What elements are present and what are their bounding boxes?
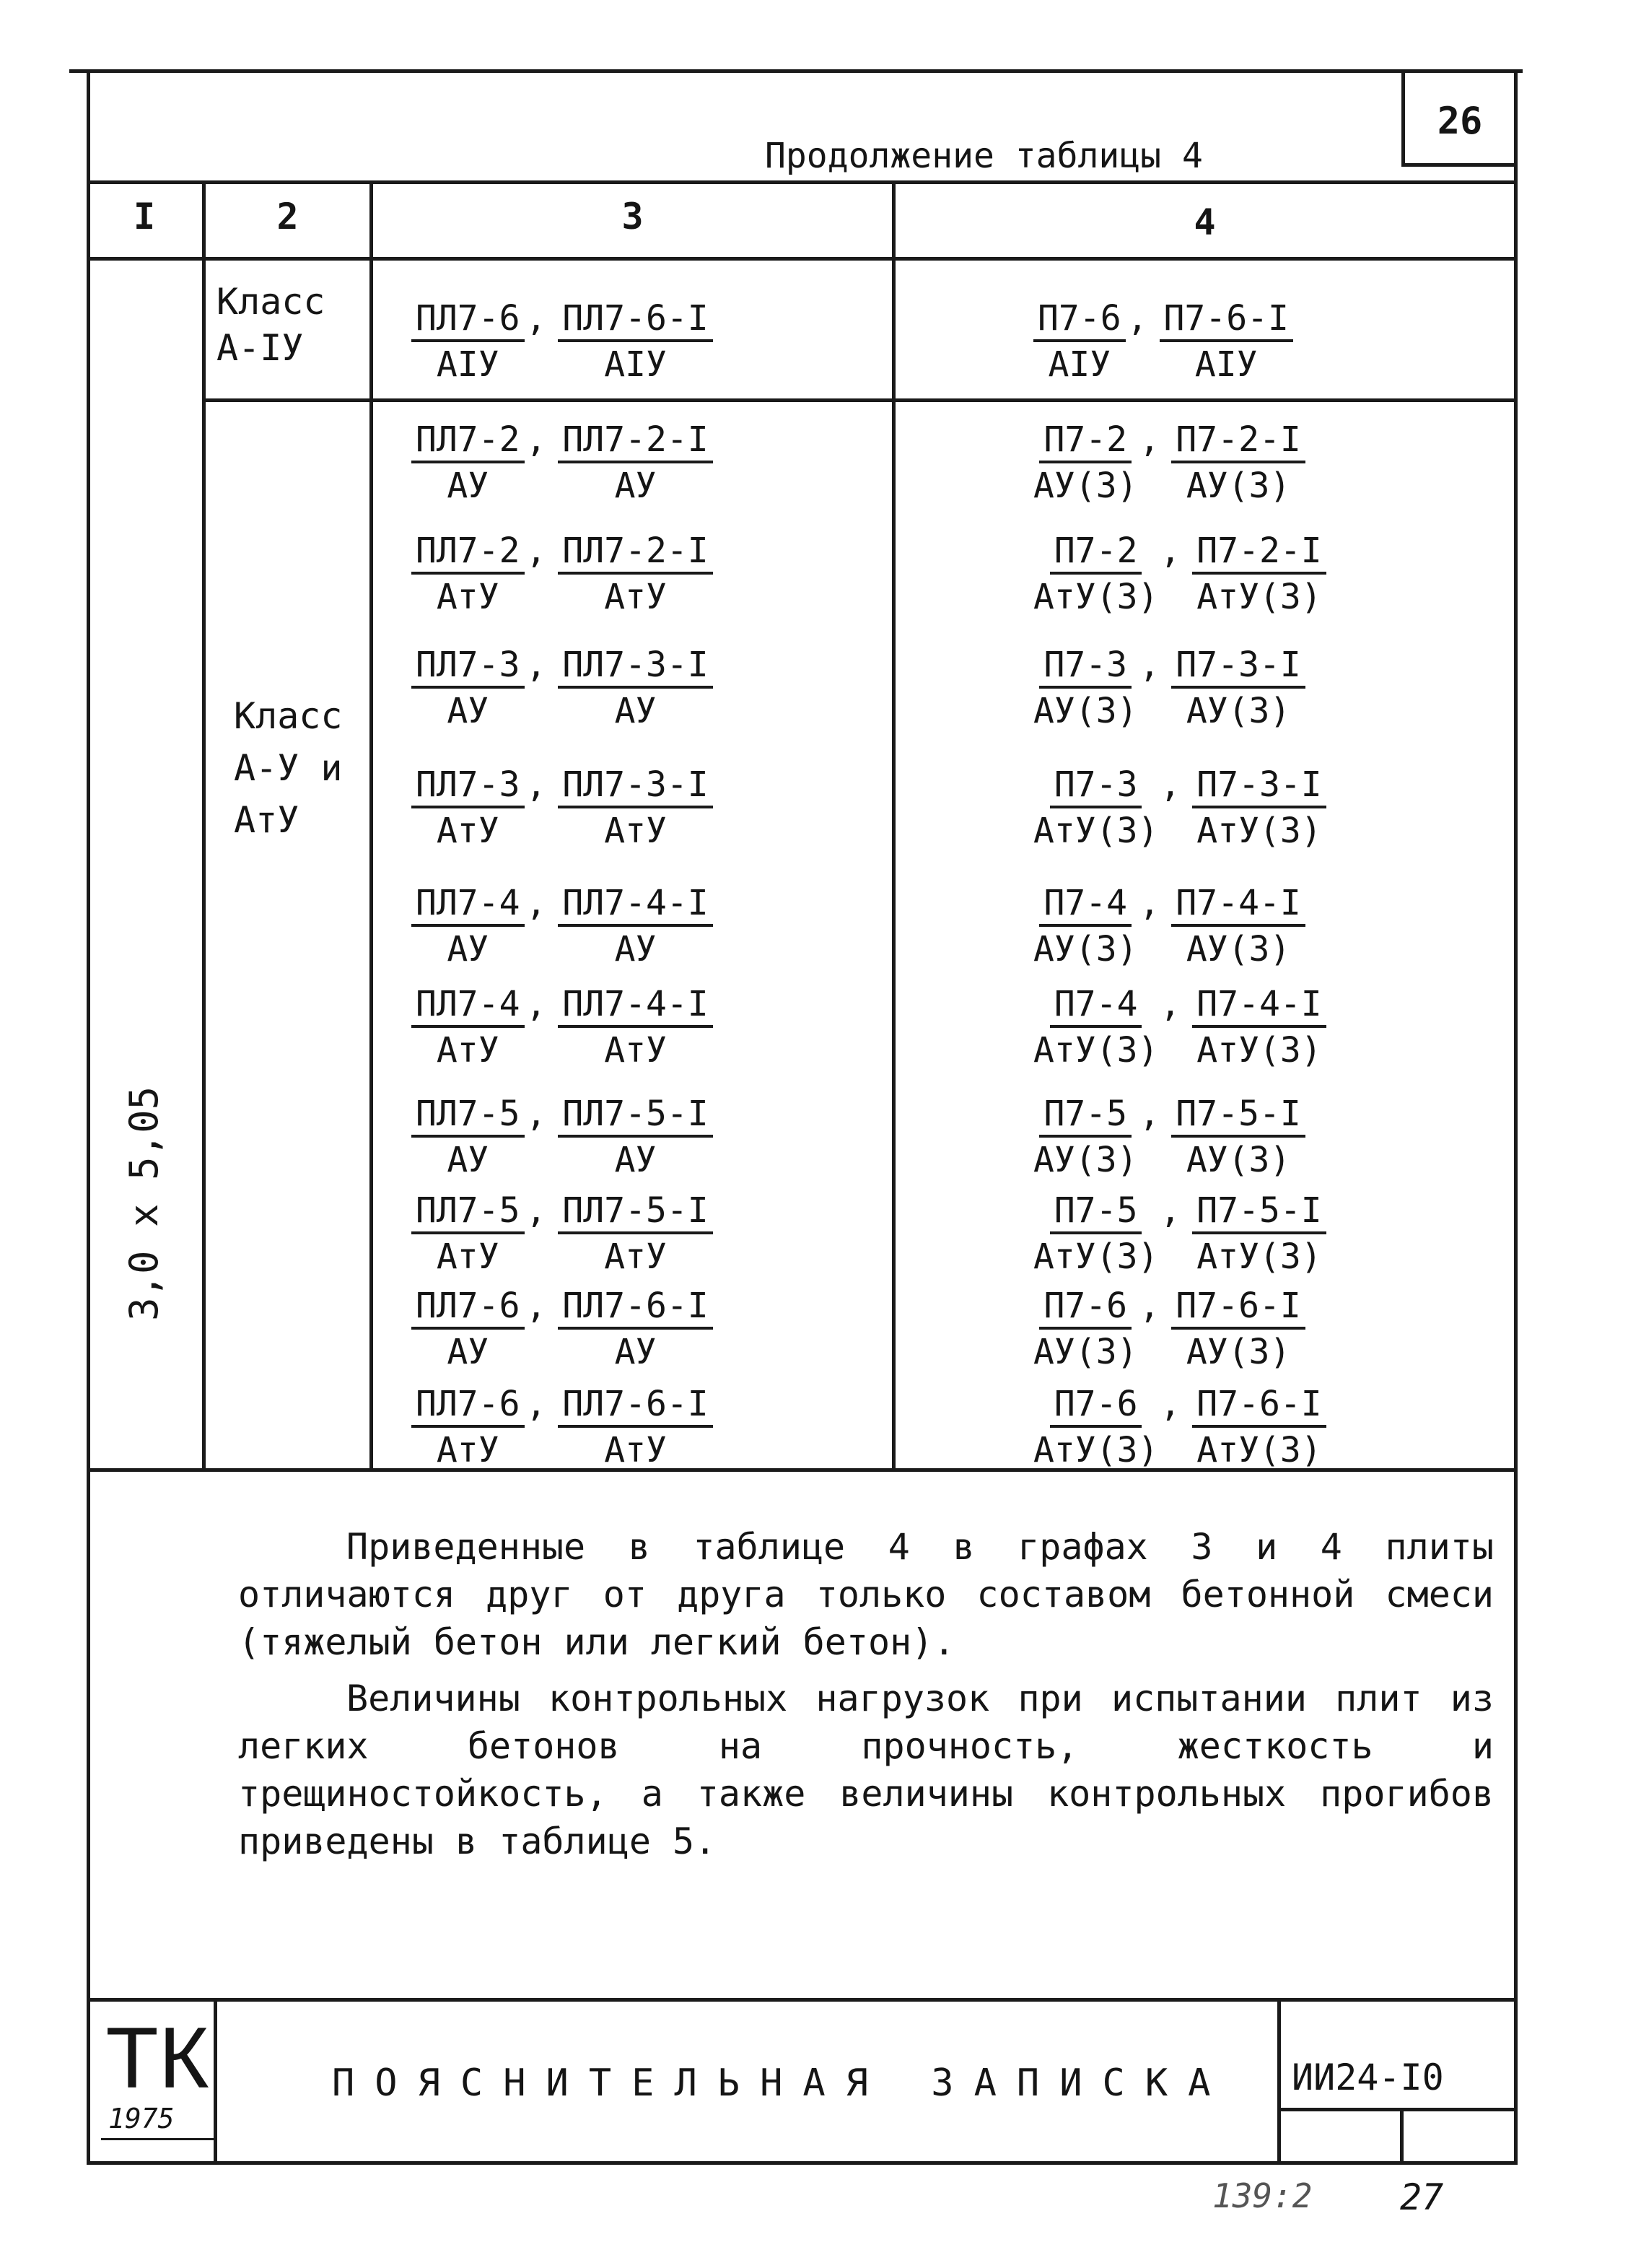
fraction-denominator: АтУ <box>604 577 667 617</box>
fraction-numerator: П7-3-I <box>1192 764 1326 808</box>
fraction-denominator: АУ <box>447 466 489 506</box>
frame-bottom <box>87 2161 1518 2165</box>
fraction <box>1033 983 1158 1073</box>
fraction-denominator: АтУ(3) <box>1196 811 1322 851</box>
header-col-4: 4 <box>1194 201 1216 243</box>
fraction-numerator: ПЛ7-4-I <box>558 882 712 927</box>
fraction-numerator: П7-5-I <box>1192 1190 1326 1234</box>
fraction-denominator: АУ <box>447 1140 489 1180</box>
fraction <box>1192 983 1326 1073</box>
fraction-denominator: АтУ <box>436 1030 499 1070</box>
fraction-numerator: П7-2 <box>1039 419 1132 463</box>
fraction <box>558 297 712 387</box>
fraction-numerator: ПЛ7-6-I <box>558 1285 712 1330</box>
header-col-2: 2 <box>276 196 299 237</box>
fraction-numerator: П7-6-I <box>1160 297 1293 342</box>
fraction-cell-c4 <box>1033 1383 1326 1473</box>
fraction-cell-c3 <box>411 1285 713 1374</box>
fraction <box>411 983 525 1073</box>
fraction-denominator: АУ <box>614 929 657 969</box>
comma-separator: , <box>1139 645 1160 685</box>
comma-separator: , <box>525 298 547 339</box>
fraction <box>411 644 525 733</box>
fraction-denominator: АУ(3) <box>1033 466 1138 506</box>
stamp-logo: ТК <box>105 2010 209 2106</box>
fraction-numerator: ПЛ7-5-I <box>558 1093 712 1138</box>
fraction-numerator: ПЛ7-4-I <box>558 983 712 1028</box>
fraction-numerator: П7-4-I <box>1192 983 1326 1028</box>
fraction-numerator: П7-4 <box>1039 882 1132 927</box>
fraction <box>411 297 525 387</box>
comma-separator: , <box>525 1384 547 1424</box>
fraction-cell-c4 <box>1033 882 1305 972</box>
fraction <box>411 419 525 508</box>
fraction <box>411 1383 525 1473</box>
fraction-numerator: П7-3 <box>1050 764 1142 808</box>
stamp-title: ПОЯСНИТЕЛЬНАЯ ЗАПИСКА <box>332 2062 1231 2105</box>
fraction-cell-c4 <box>1033 983 1326 1073</box>
note-block <box>238 1523 1494 1865</box>
fraction-denominator: АУ <box>447 691 489 731</box>
fraction-denominator: АУ(3) <box>1186 691 1291 731</box>
fraction-cell-c4 <box>1033 764 1326 853</box>
fraction <box>1192 1383 1326 1473</box>
fraction <box>411 882 525 972</box>
stamp-code-underline <box>1277 2108 1518 2111</box>
fraction-cell-c3 <box>411 1383 713 1473</box>
fraction-numerator: ПЛ7-2-I <box>558 530 712 575</box>
comma-separator: , <box>1160 764 1181 805</box>
fraction-numerator: ПЛ7-2 <box>411 419 525 463</box>
fraction-denominator: АтУ(3) <box>1033 1030 1159 1070</box>
fraction-cell-c3 <box>411 983 713 1073</box>
first-row-bottom-line <box>202 398 1518 402</box>
fraction-denominator: АтУ <box>604 811 667 851</box>
comma-separator: , <box>525 531 547 571</box>
fraction-cell-c4 <box>1033 1093 1305 1182</box>
frame-top <box>69 69 1523 73</box>
fraction-denominator: АУ <box>614 1332 657 1372</box>
fraction-denominator: АУ <box>614 1140 657 1180</box>
stamp-code-divider <box>1277 1998 1281 2164</box>
comma-separator: , <box>525 984 547 1024</box>
page-box-left <box>1401 69 1405 166</box>
fraction-numerator: ПЛ7-6-I <box>558 1383 712 1428</box>
fraction <box>558 419 712 508</box>
fraction-cell-c3 <box>411 419 713 508</box>
comma-separator: , <box>1139 1094 1160 1134</box>
fraction <box>558 1093 712 1182</box>
fraction-numerator: П7-6 <box>1039 1285 1132 1330</box>
fraction-numerator: П7-5-I <box>1171 1093 1305 1138</box>
fraction-numerator: ПЛ7-2 <box>411 530 525 575</box>
fraction-numerator: П7-2-I <box>1171 419 1305 463</box>
fraction-denominator: АIУ <box>1048 344 1111 385</box>
fraction-denominator: АтУ <box>436 811 499 851</box>
fraction <box>1033 1285 1138 1374</box>
footer-mark-left: 139:2 <box>1212 2176 1313 2215</box>
fraction-numerator: ПЛ7-3 <box>411 764 525 808</box>
stamp-top-line <box>87 1998 1518 2002</box>
fraction <box>1033 764 1158 853</box>
fraction-denominator: АУ(3) <box>1186 466 1291 506</box>
fraction-numerator: ПЛ7-4 <box>411 882 525 927</box>
comma-separator: , <box>1160 531 1181 571</box>
note-paragraph-2: Величины контрольных нагрузок при испытании плит из легких бетонов на прочность, жесткость и трещиностойкость, а также величины контрольных прогибов приведены в таблице 5. <box>238 1678 1494 1862</box>
comma-separator: , <box>525 883 547 923</box>
comma-separator: , <box>525 1094 547 1134</box>
fraction-denominator: АIУ <box>604 344 667 385</box>
fraction <box>411 530 525 619</box>
fraction-denominator: АУ(3) <box>1033 1332 1138 1372</box>
fraction-denominator: АУ(3) <box>1033 691 1138 731</box>
fraction-numerator: П7-5 <box>1050 1190 1142 1234</box>
fraction-denominator: АтУ(3) <box>1033 1237 1159 1277</box>
fraction-denominator: АтУ(3) <box>1196 1237 1322 1277</box>
col2-divider <box>369 180 373 1471</box>
fraction-cell-c4 <box>1033 530 1326 619</box>
fraction-cell-c3 <box>411 764 713 853</box>
stamp-code: ИИ24-I0 <box>1292 2057 1444 2098</box>
col1-divider <box>202 180 206 1471</box>
fraction-numerator: ПЛ7-3 <box>411 644 525 689</box>
fraction-cell-c3 <box>411 1190 713 1279</box>
fraction-denominator: АУ <box>447 1332 489 1372</box>
page-number: 26 <box>1437 100 1483 143</box>
class-label-a4: Класс А-IУ <box>216 281 325 369</box>
table-caption: Продолжение таблицы 4 <box>765 136 1203 176</box>
fraction-numerator: ПЛ7-3-I <box>558 764 712 808</box>
fraction-numerator: ПЛ7-2-I <box>558 419 712 463</box>
header-bottom-line <box>87 257 1518 261</box>
fraction-numerator: ПЛ7-4 <box>411 983 525 1028</box>
fraction-numerator: П7-2 <box>1050 530 1142 575</box>
fraction <box>411 1190 525 1279</box>
fraction-denominator: АУ(3) <box>1186 929 1291 969</box>
fraction-cell-c3 <box>411 644 713 733</box>
fraction-numerator: П7-3-I <box>1171 644 1305 689</box>
fraction <box>558 983 712 1073</box>
fraction <box>1033 1093 1138 1182</box>
fraction-denominator: АтУ <box>604 1430 667 1470</box>
fraction <box>411 1093 525 1182</box>
fraction-cell-c4 <box>1033 1190 1326 1279</box>
fraction-numerator: П7-4 <box>1050 983 1142 1028</box>
comma-separator: , <box>525 1190 547 1231</box>
fraction <box>1171 882 1305 972</box>
comma-separator: , <box>1160 1190 1181 1231</box>
fraction <box>1033 882 1138 972</box>
fraction-numerator: П7-6-I <box>1192 1383 1326 1428</box>
fraction-denominator: АтУ <box>436 1430 499 1470</box>
fraction-denominator: АтУ(3) <box>1196 1430 1322 1470</box>
fraction <box>411 764 525 853</box>
fraction <box>1160 297 1293 387</box>
fraction-denominator: АтУ <box>436 577 499 617</box>
fraction-denominator: АтУ <box>604 1030 667 1070</box>
fraction-numerator: ПЛ7-5-I <box>558 1190 712 1234</box>
fraction <box>558 1190 712 1279</box>
fraction <box>558 1285 712 1374</box>
fraction-denominator: АУ <box>614 466 657 506</box>
frame-right <box>1514 69 1518 2163</box>
fraction-denominator: АтУ <box>604 1237 667 1277</box>
logo-box-bottom <box>101 2138 216 2140</box>
fraction <box>1033 419 1138 508</box>
comma-separator: , <box>1160 984 1181 1024</box>
fraction-cell-c3 <box>411 882 713 972</box>
fraction-cell-c4 <box>1033 419 1305 508</box>
note-paragraph-1: Приведенные в таблице 4 в графах 3 и 4 плиты отличаются друг от друга только составом бетонной смеси (тяжелый бетон или легкий бетон). <box>238 1526 1494 1663</box>
fraction-numerator: П7-4-I <box>1171 882 1305 927</box>
fraction-denominator: АIУ <box>436 344 499 385</box>
header-col-1: I <box>133 196 156 237</box>
comma-separator: , <box>1139 1286 1160 1326</box>
fraction <box>1171 644 1305 733</box>
fraction-numerator: ПЛ7-6-I <box>558 297 712 342</box>
comma-separator: , <box>525 764 547 805</box>
fraction-numerator: П7-6-I <box>1171 1285 1305 1330</box>
fraction <box>1033 1383 1158 1473</box>
fraction-cell-c3 <box>411 530 713 619</box>
stamp-year: 1975 <box>108 2103 175 2134</box>
fraction-numerator: ПЛ7-3-I <box>558 644 712 689</box>
fraction <box>1033 644 1138 733</box>
fraction-cell-c3 <box>411 1093 713 1182</box>
fraction-denominator: АтУ(3) <box>1196 1030 1322 1070</box>
page-box-bottom <box>1401 163 1518 167</box>
comma-separator: , <box>525 419 547 460</box>
comma-separator: , <box>525 645 547 685</box>
fraction-denominator: АУ(3) <box>1186 1140 1291 1180</box>
comma-separator: , <box>1160 1384 1181 1424</box>
col3-divider <box>892 180 896 1471</box>
fraction-numerator: П7-2-I <box>1192 530 1326 575</box>
fraction-denominator: АУ(3) <box>1033 929 1138 969</box>
fraction <box>558 530 712 619</box>
fraction <box>1033 530 1158 619</box>
fraction-numerator: П7-6 <box>1033 297 1126 342</box>
fraction-numerator: ПЛ7-6 <box>411 1383 525 1428</box>
fraction-numerator: ПЛ7-5 <box>411 1093 525 1138</box>
fraction <box>411 1285 525 1374</box>
fraction-cell-c4 <box>1033 644 1305 733</box>
fraction-numerator: ПЛ7-6 <box>411 1285 525 1330</box>
stamp-small-divider <box>1400 2108 1404 2164</box>
fraction <box>558 1383 712 1473</box>
fraction-numerator: П7-5 <box>1039 1093 1132 1138</box>
fraction <box>1192 530 1326 619</box>
comma-separator: , <box>1139 419 1160 460</box>
frame-left <box>87 69 90 2163</box>
fraction-denominator: АтУ <box>436 1237 499 1277</box>
fraction-denominator: АтУ(3) <box>1196 577 1322 617</box>
fraction <box>1171 1093 1305 1182</box>
fraction-denominator: АУ <box>614 691 657 731</box>
fraction <box>558 882 712 972</box>
footer-mark-right: 27 <box>1400 2176 1444 2218</box>
fraction <box>1171 419 1305 508</box>
comma-separator: , <box>525 1286 547 1326</box>
fraction-denominator: АтУ(3) <box>1033 577 1159 617</box>
dimension-label: 3,0 x 5,05 <box>121 1086 167 1321</box>
fraction-denominator: АУ(3) <box>1186 1332 1291 1372</box>
fraction-numerator: П7-3 <box>1039 644 1132 689</box>
fraction-denominator: АУ(3) <box>1033 1140 1138 1180</box>
fraction-cell-c3 <box>411 297 713 387</box>
comma-separator: , <box>1139 883 1160 923</box>
fraction <box>1192 1190 1326 1279</box>
fraction <box>1192 764 1326 853</box>
table-top-line <box>87 180 1518 184</box>
fraction <box>558 644 712 733</box>
fraction <box>558 764 712 853</box>
fraction-cell-c4 <box>1033 1285 1305 1374</box>
comma-separator: , <box>1126 298 1148 339</box>
fraction-denominator: АIУ <box>1194 344 1258 385</box>
class-label-a5: Класс А-У и АтУ <box>234 695 343 841</box>
fraction-numerator: ПЛ7-5 <box>411 1190 525 1234</box>
fraction-denominator: АтУ(3) <box>1033 1430 1159 1470</box>
fraction-denominator: АУ <box>447 929 489 969</box>
fraction-numerator: ПЛ7-6 <box>411 297 525 342</box>
fraction <box>1171 1285 1305 1374</box>
fraction-cell-c4 <box>1033 297 1293 387</box>
fraction-numerator: П7-6 <box>1050 1383 1142 1428</box>
header-col-3: 3 <box>621 196 644 237</box>
fraction <box>1033 1190 1158 1279</box>
fraction-denominator: АтУ(3) <box>1033 811 1159 851</box>
fraction <box>1033 297 1126 387</box>
